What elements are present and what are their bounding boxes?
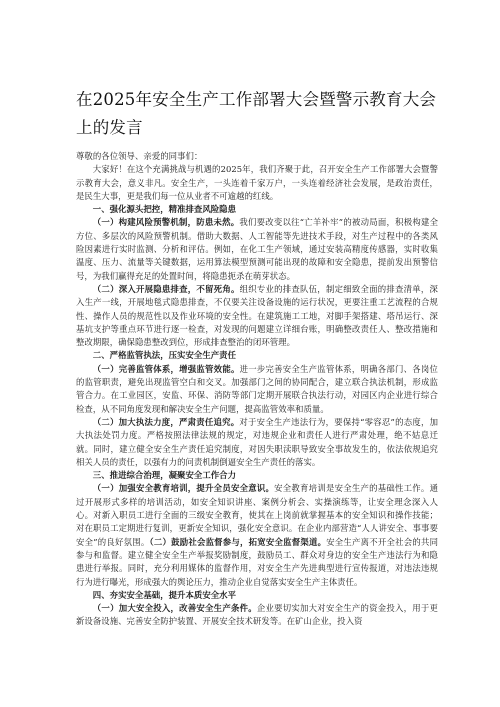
paragraph-text: 我们要改变以往“亡羊补牢”的被动局面，积极构建全方位、多层次的风险预警机制。借助大数据、人工智能等先进技术手段，对生产过程中的各类风险因素进行实时监测、分析和评估。例如，在化工生产领域，通过安装高精度传感器，实时收集温度、压力、流量等关键数据，运用算法模型预测可能出现的故障和安全隐患，提前发出预警信号，为我们赢得充足的处置时间，将隐患扼杀在萌芽状态。 <box>76 217 438 281</box>
body-paragraph <box>76 283 438 349</box>
subheading-lead: （二）深入开展隐患排查，不留死角。 <box>92 283 240 294</box>
section-heading-4: 四、夯实安全基础，提升本质安全水平 <box>92 589 237 600</box>
paragraph-text: 企业要切实加大对安全生产的资金投入，用于更新设备设施、完善安全防护装置、开展安全技术研发等。在矿山企业，投入资 <box>76 603 438 627</box>
subheading-lead: （一）加强安全教育培训，提升全员安全意识。 <box>92 483 275 494</box>
body-paragraph <box>76 602 438 629</box>
subheading-lead: （一）构建风险预警机制，防患未然。 <box>92 217 240 228</box>
paragraph-text: 组织专业的排查队伍，制定细致全面的排查清单，深入生产一线，开展地毯式隐患排查，不仅要关注设备设施的运行状况，更要注重工艺流程的合规性、操作人员的规范性以及作业环境的安全性。在建筑施工工地，对脚手架搭建、塔吊运行、深基坑支护等重点环节进行逐一检查，对发现的问题建立详细台账，明确整改责任人、整改措施和整改期限，确保隐患整改到位，形成排查整治的闭环管理。 <box>76 283 438 348</box>
document-body <box>76 150 438 629</box>
section-heading-1: 一、强化源头把控，精准排查风险隐患 <box>92 204 237 215</box>
section-heading-2: 二、严格监管执法，压实安全生产责任 <box>92 350 237 361</box>
paragraph-text: 对于安全生产违法行为，要保持“零容忍”的态度，加大执法处罚力度。严格按照法律法规的规定，对违规企业和责任人进行严肃处理，绝不姑息迁就。同时，建立健全安全生产责任追究制度，对因失职渎职导致安全事故发生的，依法依规追究相关人员的责任，以强有力的问责机制倒逼安全生产责任的落实。 <box>76 416 438 467</box>
body-paragraph <box>76 363 438 416</box>
paragraph-text: 安全生产离不开全社会的共同参与和监督。建立健全安全生产举报奖励制度，鼓励员工、群众对身边的安全生产违法行为和隐患进行举报。同时，充分利用媒体的监督作用，对安全生产先进典型进行宣传报道，对违法违规行为进行曝光，形成强大的舆论压力，推动企业自觉落实安全生产主体责任。 <box>76 536 438 587</box>
subheading-lead: （二）加大执法力度，严肃责任追究。 <box>92 416 240 427</box>
body-paragraph <box>76 416 438 469</box>
salutation: 尊敬的各位领导、亲爱的同事们： <box>76 151 203 161</box>
subheading-lead: （一）加大安全投入，改善安全生产条件。 <box>92 603 257 614</box>
page-title: 在2025年安全生产工作部署大会暨警示教育大会上的发言 <box>76 90 437 137</box>
paragraph-text: 进一步完善安全生产监管体系，明确各部门、各岗位的监管职责，避免出现监管空白和交叉。加强部门之间的协同配合，建立联合执法机制，形成监管合力。在工业园区，安监、环保、消防等部门定期开展联合执法行动，对园区内企业进行综合检查，从不同角度发现和解决安全生产问题，提高监管效率和质量。 <box>76 363 438 414</box>
paragraph-text: 安全教育培训是安全生产的基础性工作。通过开展形式多样的培训活动，如安全知识讲座、案例分析会、实操演练等，让安全理念深入人心。对新入职员工进行全面的三级安全教育，使其在上岗前就掌握基本的安全知识和操作技能；对在职员工定期进行复训，更新安全知识，强化安全意识。在企业内部营造“人人讲安全、事事要安全”的良好氛围。 <box>76 483 438 547</box>
subheading-lead: （二）鼓励社会监督参与，拓宽安全监督渠道。 <box>149 536 327 547</box>
body-paragraph <box>76 216 438 282</box>
subheading-lead: （一）完善监管体系，增强监管效能。 <box>92 363 240 374</box>
body-paragraph <box>76 482 438 588</box>
opening-paragraph: 大家好！在这个充满挑战与机遇的2025年，我们齐聚于此，召开安全生产工作部署大会暨警示教育大会，意义非凡。安全生产，一头连着千家万户，一头连着经济社会发展，是政治责任，是民生大事，更是我们每一位从业者不可逾越的红线。 <box>76 164 438 201</box>
section-heading-3: 三、推进综合治理，凝聚安全工作合力 <box>92 470 237 481</box>
